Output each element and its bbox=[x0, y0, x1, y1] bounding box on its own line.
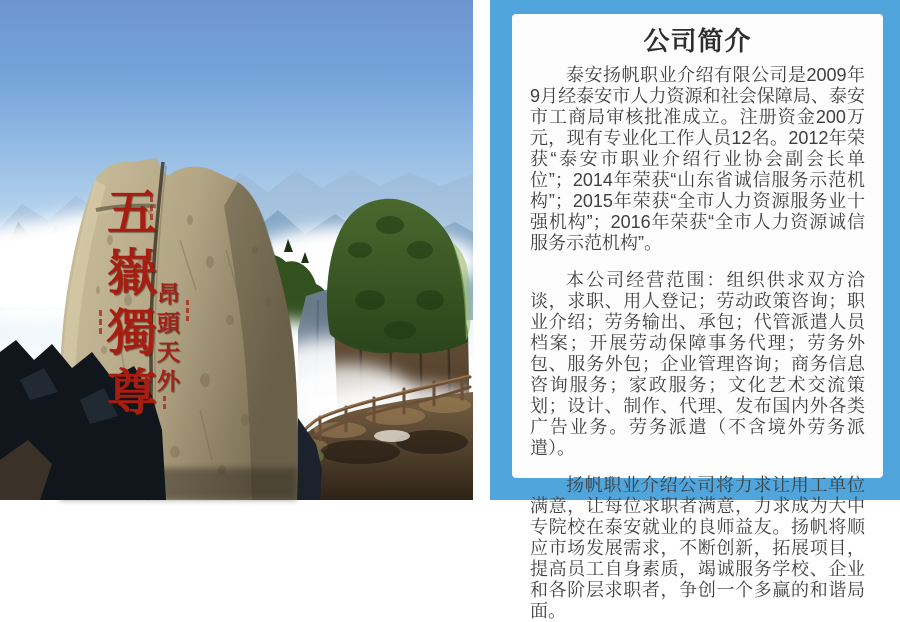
company-intro-panel bbox=[490, 0, 900, 621]
mountain-photo bbox=[0, 0, 473, 500]
intro-paragraph-history: 泰安扬帆职业介绍有限公司是2009年9月经泰安市人力资源和社会保障局、泰安市工商局审核批准成立。注册资金200万元，现有专业化工作人员12名。2012年荣获“泰安市职业介绍行业协会副会长单位”；2014年荣获“山东省诚信服务示范机构”；2015年荣获“全市人力资源服务业十强机构”；2016年荣获“全市人力资源诚信服务示范机构”。 bbox=[530, 65, 865, 253]
intro-paragraph-scope: 本公司经营范围：组织供求双方洽谈，求职、用人登记；劳动政策咨询；职业介绍；劳务输出、承包；代管派遣人员档案；开展劳动保障事务代理；劳务外包、服务外包；企业管理咨询；商务信息咨询服务；家政服务；文化艺术交流策划；设计、制作、代理、发布国内外各类广告业务。劳务派遣（不含境外劳务派遣）。 bbox=[530, 270, 865, 458]
taishan-scene-illustration bbox=[0, 0, 473, 500]
stone-inscription-main: 五嶽獨尊 bbox=[99, 186, 158, 426]
stone-inscription-secondary: 昂頭天外 bbox=[153, 282, 180, 398]
intro-paragraph-vision: 扬帆职业介绍公司将力求让用工单位满意，让每位求职者满意，力求成为大中专院校在泰安就业的良师益友。扬帆将顺应市场发展需求，不断创新，拓展项目，提高员工自身素质，竭诚服务学校、企业和各阶层求职者，争创一个多赢的和谐局面。 bbox=[530, 475, 865, 621]
panel-title: 公司简介 bbox=[643, 26, 752, 56]
company-intro-card bbox=[512, 14, 883, 621]
